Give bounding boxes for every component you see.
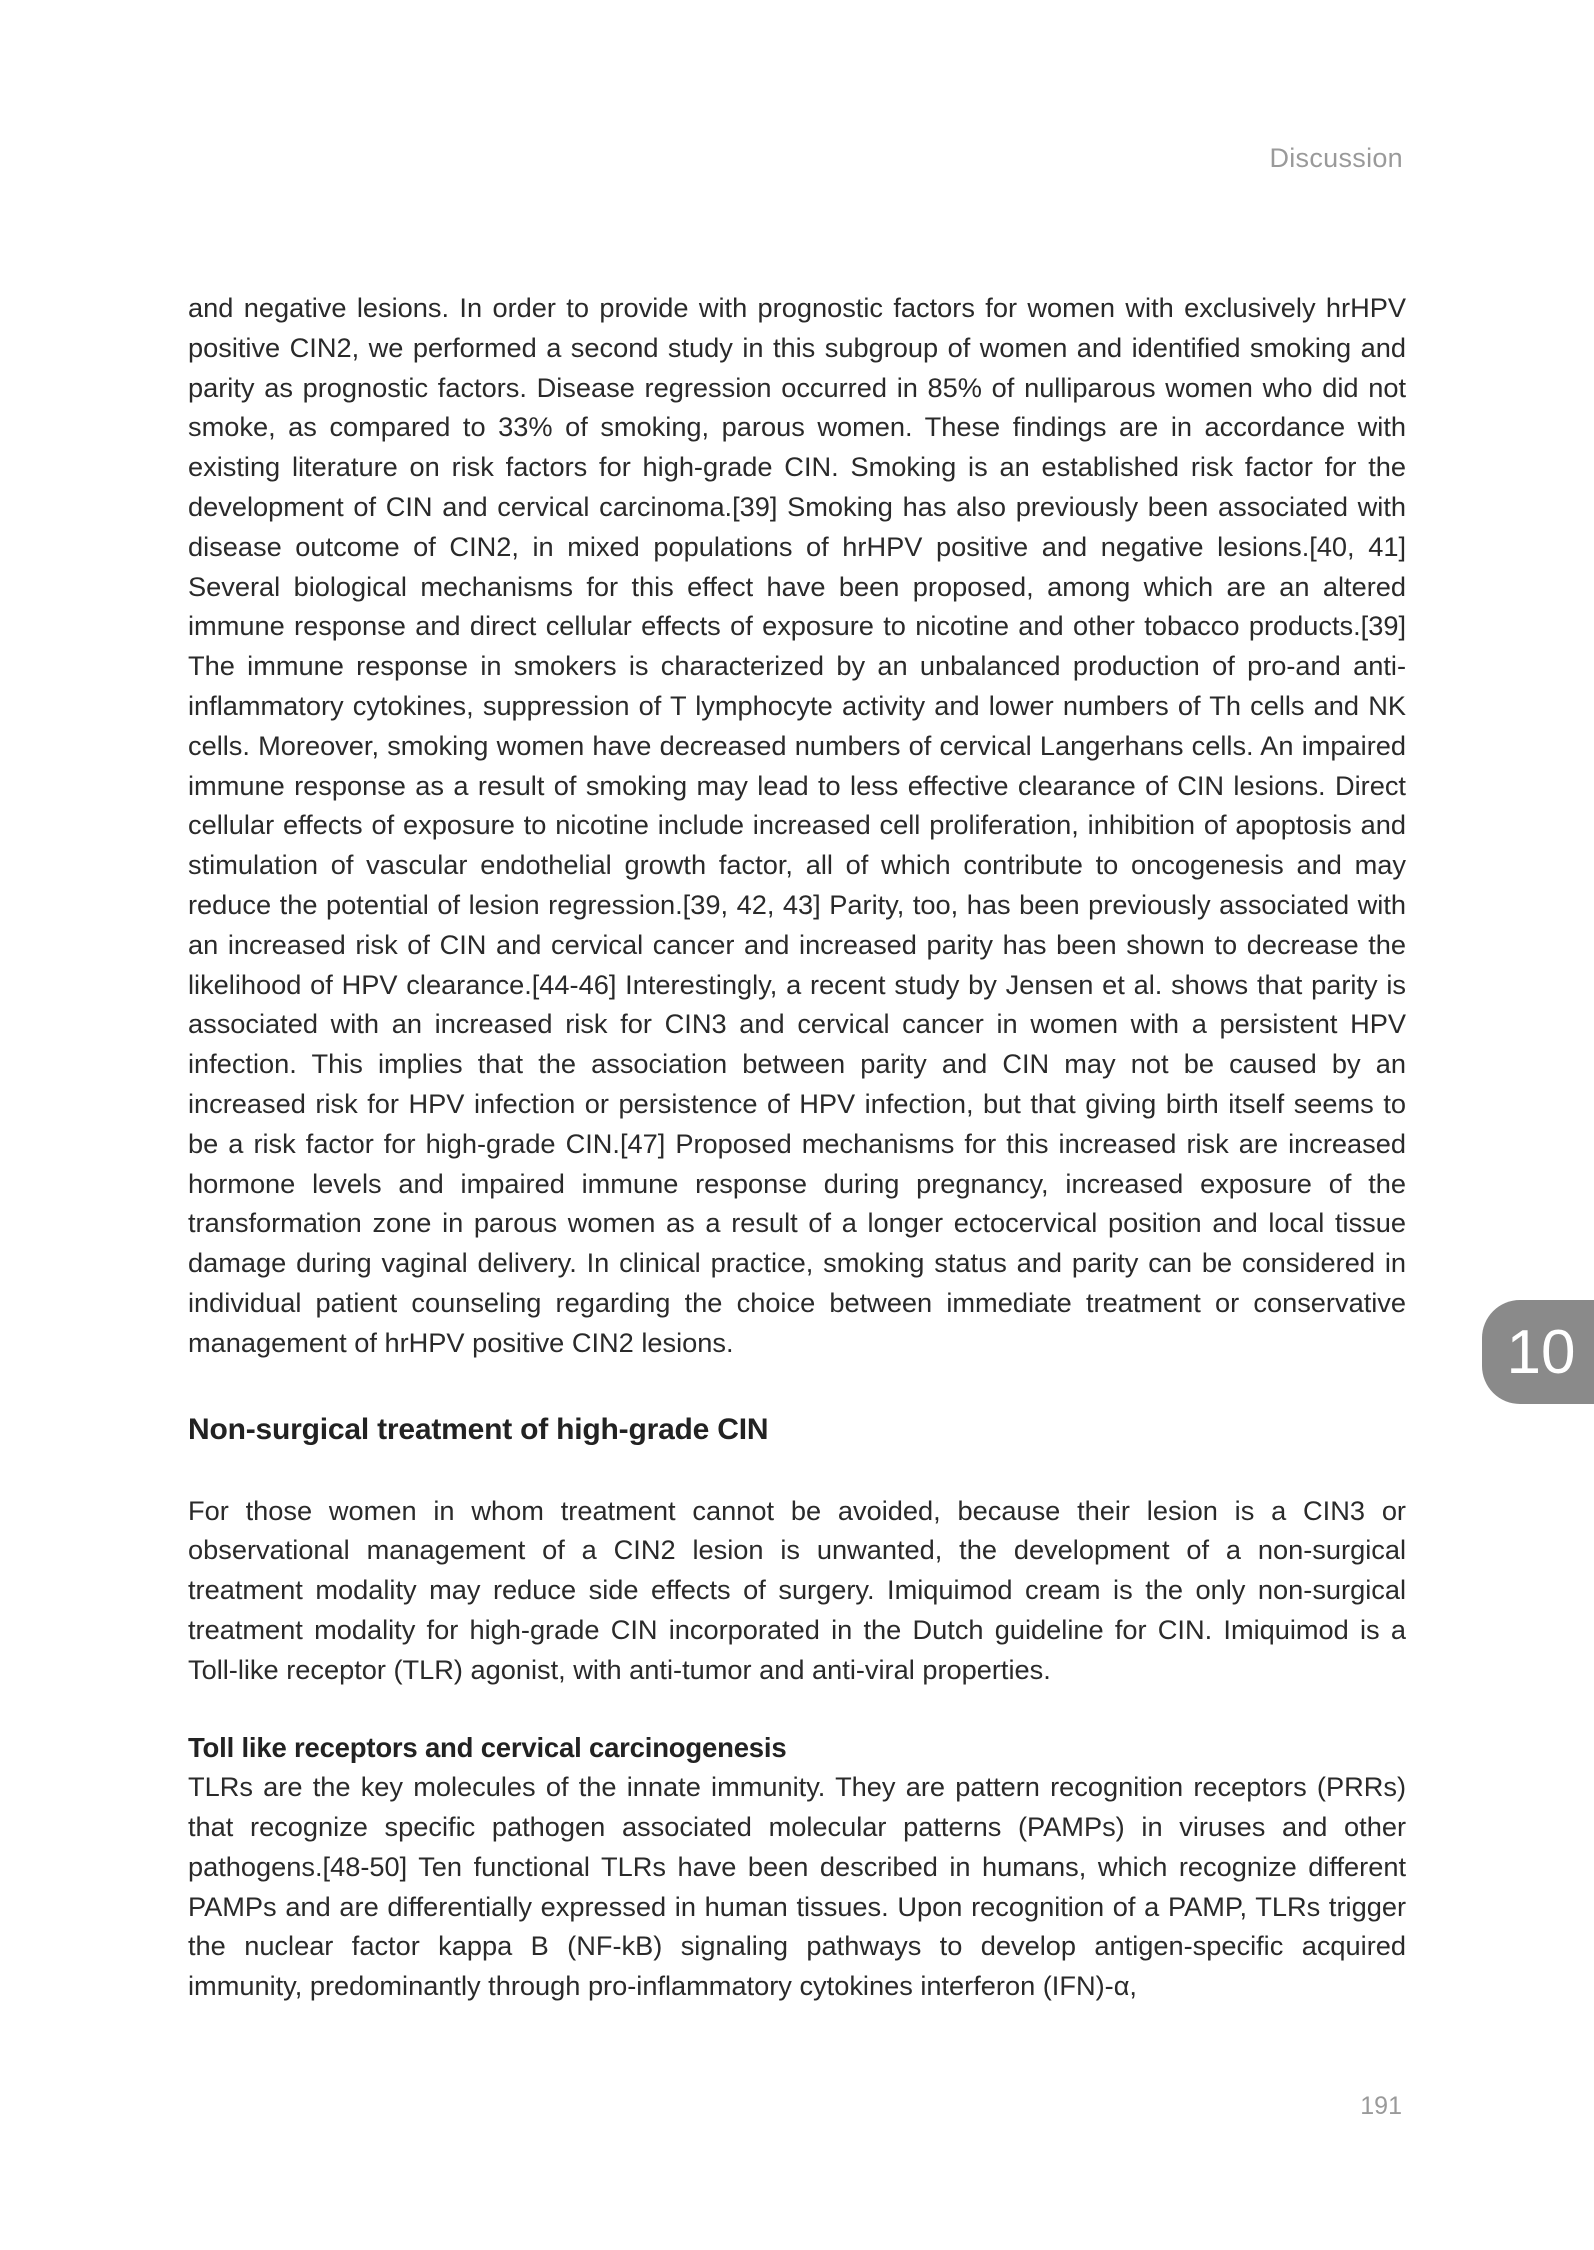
page-body bbox=[188, 288, 1406, 2006]
page-number: 191 bbox=[1360, 2092, 1402, 2120]
paragraph: TLRs are the key molecules of the innate immunity. They are pattern recognition receptors (PRRs) that recognize specific pathogen associated molecular patterns (PAMPs) in viruses and other pathogens.[48-50] Ten functional TLRs have been described in humans, which recognize different PAMPs and are differentially expressed in human tissues. Upon recognition of a PAMP, TLRs trigger the nuclear factor kappa B (NF-kB) signaling pathways to develop antigen-specific acquired immunity, predominantly through pro-inflammatory cytokines interferon (IFN)-α, bbox=[188, 1771, 1406, 2002]
section-heading: Non-surgical treatment of high-grade CIN bbox=[188, 1412, 769, 1446]
chapter-tab: 10 bbox=[1482, 1300, 1594, 1404]
running-head: Discussion bbox=[1269, 143, 1403, 173]
subsection-heading: Toll like receptors and cervical carcinogenesis bbox=[188, 1731, 787, 1763]
paragraph: and negative lesions. In order to provide with prognostic factors for women with exclusively hrHPV positive CIN2, we performed a second study in this subgroup of women and identified smoking and parity as prognostic factors. Disease regression occurred in 85% of nulliparous women who did not smoke, as compared to 33% of smoking, parous women. These findings are in accordance with existing literature on risk factors for high-grade CIN. Smoking is an established risk factor for the development of CIN and cervical carcinoma.[39] Smoking has also previously been associated with disease outcome of CIN2, in mixed populations of hrHPV positive and negative lesions.[40, 41] Several biological mechanisms for this effect have been proposed, among which are an altered immune response and direct cellular effects of exposure to nicotine and other tobacco products.[39] The immune response in smokers is characterized by an unbalanced production of pro-and anti-inflammatory cytokines, suppression of T lymphocyte activity and lower numbers of Th cells and NK cells. Moreover, smoking women have decreased numbers of cervical Langerhans cells. An impaired immune response as a result of smoking may lead to less effective clearance of CIN lesions. Direct cellular effects of exposure to nicotine include increased cell proliferation, inhibition of apoptosis and stimulation of vascular endothelial growth factor, all of which contribute to oncogenesis and may reduce the potential of lesion regression.[39, 42, 43] Parity, too, has been previously associated with an increased risk of CIN and cervical cancer and increased parity has been shown to decrease the likelihood of HPV clearance.[44-46] Interestingly, a recent study by Jensen et al. shows that parity is associated with an increased risk for CIN3 and cervical cancer in women with a persistent HPV infection. This implies that the association between parity and CIN may not be caused by an increased risk for HPV infection or persistence of HPV infection, but that giving birth itself seems to be a risk factor for high-grade CIN.[47] Proposed mechanisms for this increased risk are increased hormone levels and impaired immune response during pregnancy, increased exposure of the transformation zone in parous women as a result of a longer ectocervical position and local tissue damage during vaginal delivery. In clinical practice, smoking status and parity can be considered in individual patient counseling regarding the choice between immediate treatment or conservative management of hrHPV positive CIN2 lesions. bbox=[188, 292, 1406, 1358]
paragraph: For those women in whom treatment cannot be avoided, because their lesion is a CIN3 or observational management of a CIN2 lesion is unwanted, the development of a non-surgical treatment modality may reduce side effects of surgery. Imiquimod cream is the only non-surgical treatment modality for high-grade CIN incorporated in the Dutch guideline for CIN. Imiquimod is a Toll-like receptor (TLR) agonist, with anti-tumor and anti-viral properties. bbox=[188, 1494, 1406, 1685]
